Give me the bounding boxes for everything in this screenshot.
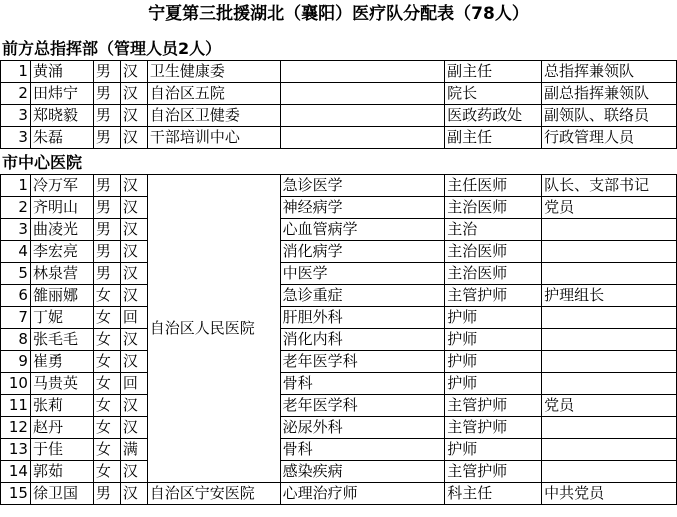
name-cell: 林泉营 xyxy=(30,263,93,285)
ethnicity-cell: 汉 xyxy=(120,351,147,373)
role-cell: 行政管理人员 xyxy=(542,127,677,149)
ethnicity-cell: 汉 xyxy=(120,395,147,417)
department-cell: 骨科 xyxy=(280,373,445,395)
name-cell: 朱磊 xyxy=(30,127,93,149)
title-cell: 主管护师 xyxy=(445,417,542,439)
gender-cell: 女 xyxy=(93,395,120,417)
title-cell: 院长 xyxy=(445,83,542,105)
ethnicity-cell: 汉 xyxy=(120,105,147,127)
table-title: 宁夏第三批援湖北（襄阳）医疗队分配表（78人） xyxy=(148,4,529,24)
row-number: 13 xyxy=(1,439,31,461)
gender-cell: 女 xyxy=(93,329,120,351)
row-number: 5 xyxy=(1,263,31,285)
role-cell: 总指挥兼领队 xyxy=(542,61,677,83)
name-cell: 于佳 xyxy=(30,439,93,461)
table-row xyxy=(1,483,677,505)
name-cell: 崔勇 xyxy=(30,351,93,373)
role-cell: 副总指挥兼领队 xyxy=(542,83,677,105)
name-cell: 郭茹 xyxy=(30,461,93,483)
name-cell: 齐明山 xyxy=(30,197,93,219)
title-cell: 医政药政处 xyxy=(445,105,542,127)
department-cell: 急诊医学 xyxy=(280,175,445,197)
gender-cell: 男 xyxy=(93,175,120,197)
ethnicity-cell: 汉 xyxy=(120,263,147,285)
title-cell: 主治医师 xyxy=(445,197,542,219)
gender-cell: 男 xyxy=(93,241,120,263)
ethnicity-cell: 汉 xyxy=(120,241,147,263)
ethnicity-cell: 汉 xyxy=(120,219,147,241)
name-cell: 赵丹 xyxy=(30,417,93,439)
row-number: 4 xyxy=(1,241,31,263)
title-cell: 科主任 xyxy=(445,483,542,505)
ethnicity-cell: 汉 xyxy=(120,83,147,105)
department-cell: 泌尿外科 xyxy=(280,417,445,439)
table-row xyxy=(1,351,677,373)
gender-cell: 男 xyxy=(93,61,120,83)
gender-cell: 女 xyxy=(93,307,120,329)
row-number: 10 xyxy=(1,373,31,395)
row-number: 15 xyxy=(1,483,31,505)
title-cell: 主治医师 xyxy=(445,263,542,285)
department-cell xyxy=(280,105,444,127)
gender-cell: 男 xyxy=(93,263,120,285)
gender-cell: 男 xyxy=(93,219,120,241)
row-number: 3 xyxy=(1,219,31,241)
table-row xyxy=(1,417,677,439)
row-number: 7 xyxy=(1,307,31,329)
table-row xyxy=(1,127,677,149)
row-number: 14 xyxy=(1,461,31,483)
title-cell: 副主任 xyxy=(445,127,542,149)
table-row xyxy=(1,175,677,197)
ethnicity-cell: 回 xyxy=(120,373,147,395)
gender-cell: 女 xyxy=(93,285,120,307)
row-number: 2 xyxy=(1,83,31,105)
role-cell: 中共党员 xyxy=(542,483,677,505)
role-cell: 副领队、联络员 xyxy=(542,105,677,127)
department-cell: 老年医学科 xyxy=(280,351,445,373)
ethnicity-cell: 汉 xyxy=(120,329,147,351)
ethnicity-cell: 汉 xyxy=(120,175,147,197)
title-cell: 主治 xyxy=(445,219,542,241)
name-cell: 雒丽娜 xyxy=(30,285,93,307)
gender-cell: 男 xyxy=(93,197,120,219)
ethnicity-cell: 回 xyxy=(120,307,147,329)
gender-cell: 男 xyxy=(93,83,120,105)
department-cell: 肝胆外科 xyxy=(280,307,445,329)
title-cell: 主任医师 xyxy=(445,175,542,197)
role-cell xyxy=(542,351,677,373)
department-cell: 消化内科 xyxy=(280,329,445,351)
title-cell: 主治医师 xyxy=(445,241,542,263)
section-heading-hq: 前方总指挥部（管理人员2人） xyxy=(2,39,222,58)
row-number: 9 xyxy=(1,351,31,373)
table-row xyxy=(1,285,677,307)
title-cell: 主管护师 xyxy=(445,285,542,307)
department-cell: 急诊重症 xyxy=(280,285,445,307)
name-cell: 冷万军 xyxy=(30,175,93,197)
title-cell: 护师 xyxy=(445,373,542,395)
gender-cell: 女 xyxy=(93,417,120,439)
name-cell: 黄涌 xyxy=(30,61,93,83)
row-number: 1 xyxy=(1,175,31,197)
department-cell: 中医学 xyxy=(280,263,445,285)
department-cell xyxy=(280,61,444,83)
name-cell: 张毛毛 xyxy=(30,329,93,351)
table-row xyxy=(1,439,677,461)
ethnicity-cell: 汉 xyxy=(120,483,147,505)
department-cell: 心理治疗师 xyxy=(280,483,445,505)
title-cell: 主管护师 xyxy=(445,395,542,417)
gender-cell: 女 xyxy=(93,439,120,461)
row-number: 3 xyxy=(1,127,31,149)
unit-cell: 卫生健康委 xyxy=(147,61,280,83)
role-cell xyxy=(542,373,677,395)
table-row xyxy=(1,395,677,417)
table-row xyxy=(1,373,677,395)
name-cell: 丁妮 xyxy=(30,307,93,329)
role-cell: 护理组长 xyxy=(542,285,677,307)
title-cell: 护师 xyxy=(445,307,542,329)
ethnicity-cell: 汉 xyxy=(120,61,147,83)
gender-cell: 女 xyxy=(93,373,120,395)
name-cell: 郑晓毅 xyxy=(30,105,93,127)
ethnicity-cell: 汉 xyxy=(120,285,147,307)
hq-table xyxy=(0,60,677,149)
row-number: 11 xyxy=(1,395,31,417)
title-cell: 副主任 xyxy=(445,61,542,83)
department-cell xyxy=(280,127,444,149)
name-cell: 徐卫国 xyxy=(30,483,93,505)
title-cell: 护师 xyxy=(445,351,542,373)
department-cell xyxy=(280,83,444,105)
gender-cell: 男 xyxy=(93,105,120,127)
gender-cell: 女 xyxy=(93,461,120,483)
unit-cell: 自治区人民医院 xyxy=(147,175,280,483)
unit-cell: 自治区五院 xyxy=(147,83,280,105)
row-number: 12 xyxy=(1,417,31,439)
table-row xyxy=(1,241,677,263)
role-cell xyxy=(542,263,677,285)
role-cell xyxy=(542,461,677,483)
ethnicity-cell: 汉 xyxy=(120,417,147,439)
table-row xyxy=(1,197,677,219)
table-row xyxy=(1,105,677,127)
row-number: 1 xyxy=(1,61,31,83)
role-cell: 党员 xyxy=(542,197,677,219)
row-number: 2 xyxy=(1,197,31,219)
table-row xyxy=(1,329,677,351)
unit-cell: 干部培训中心 xyxy=(147,127,280,149)
table-row xyxy=(1,263,677,285)
ethnicity-cell: 汉 xyxy=(120,197,147,219)
row-number: 6 xyxy=(1,285,31,307)
role-cell xyxy=(542,417,677,439)
unit-cell: 自治区宁安医院 xyxy=(147,483,280,505)
department-cell: 老年医学科 xyxy=(280,395,445,417)
role-cell xyxy=(542,241,677,263)
gender-cell: 女 xyxy=(93,351,120,373)
table-row xyxy=(1,219,677,241)
ethnicity-cell: 满 xyxy=(120,439,147,461)
table-row xyxy=(1,61,677,83)
role-cell xyxy=(542,219,677,241)
department-cell: 心血管病学 xyxy=(280,219,445,241)
hospital-table xyxy=(0,174,677,505)
row-number: 8 xyxy=(1,329,31,351)
name-cell: 张莉 xyxy=(30,395,93,417)
title-cell: 护师 xyxy=(445,329,542,351)
unit-cell: 自治区卫健委 xyxy=(147,105,280,127)
name-cell: 田炜宁 xyxy=(30,83,93,105)
title-cell: 主管护师 xyxy=(445,461,542,483)
row-number: 3 xyxy=(1,105,31,127)
role-cell xyxy=(542,329,677,351)
title-cell: 护师 xyxy=(445,439,542,461)
section-heading-hospital: 市中心医院 xyxy=(2,153,83,172)
name-cell: 李宏亮 xyxy=(30,241,93,263)
gender-cell: 男 xyxy=(93,483,120,505)
department-cell: 骨科 xyxy=(280,439,445,461)
table-row xyxy=(1,461,677,483)
name-cell: 马贵英 xyxy=(30,373,93,395)
department-cell: 神经病学 xyxy=(280,197,445,219)
ethnicity-cell: 汉 xyxy=(120,461,147,483)
department-cell: 感染疾病 xyxy=(280,461,445,483)
table-row xyxy=(1,307,677,329)
table-row xyxy=(1,83,677,105)
role-cell: 队长、支部书记 xyxy=(542,175,677,197)
role-cell xyxy=(542,439,677,461)
ethnicity-cell: 汉 xyxy=(120,127,147,149)
role-cell xyxy=(542,307,677,329)
role-cell: 党员 xyxy=(542,395,677,417)
department-cell: 消化病学 xyxy=(280,241,445,263)
gender-cell: 男 xyxy=(93,127,120,149)
name-cell: 曲凌光 xyxy=(30,219,93,241)
